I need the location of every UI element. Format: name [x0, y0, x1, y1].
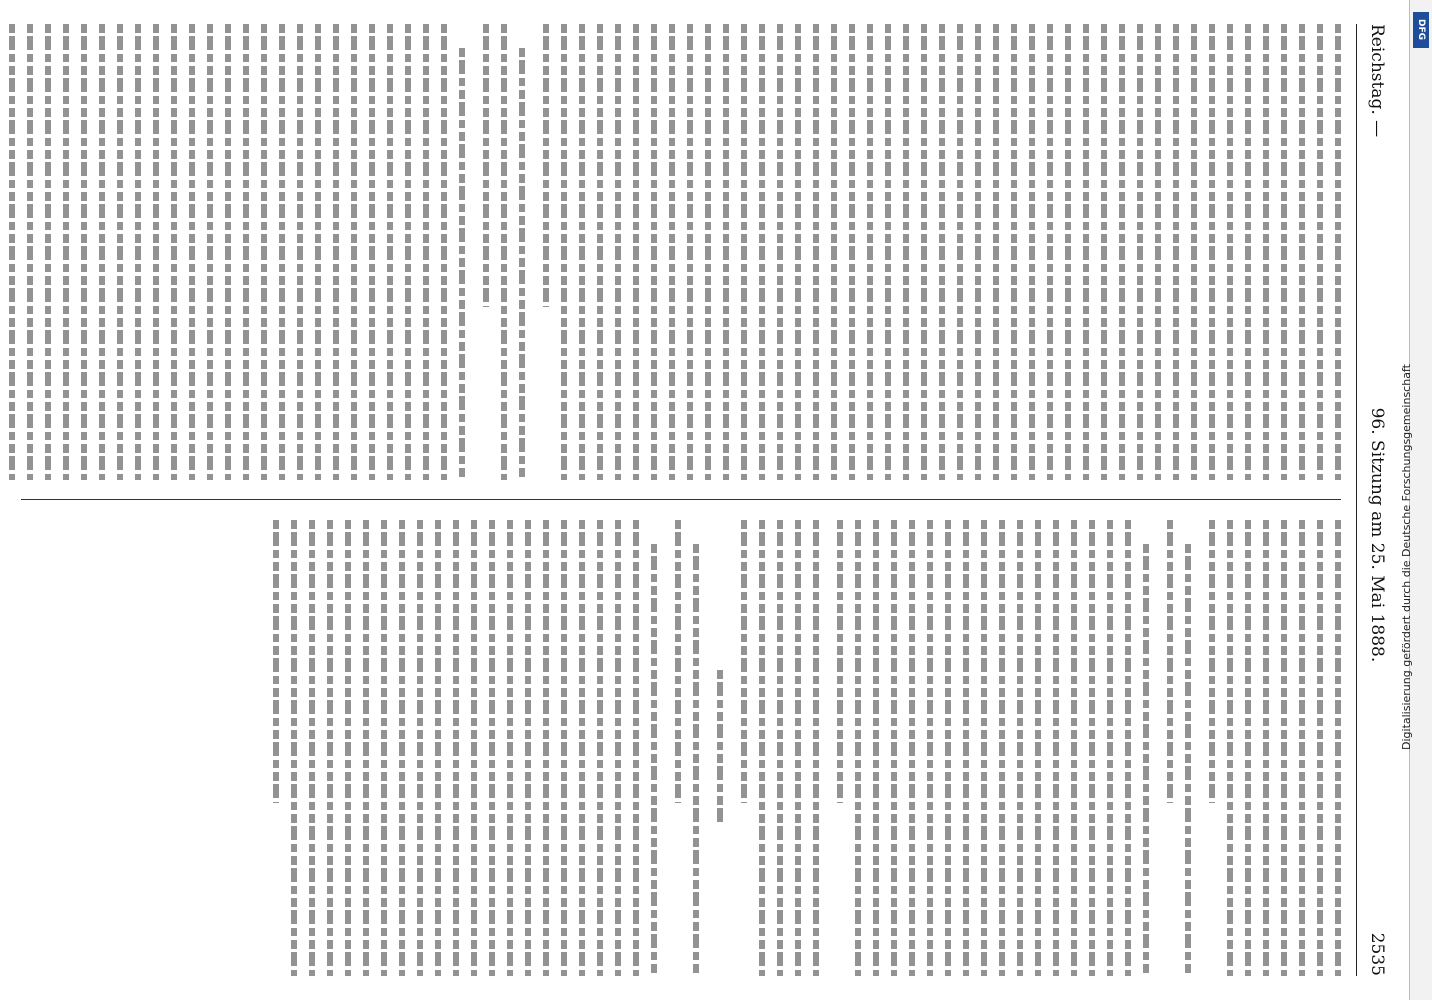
paragraph [273, 520, 657, 976]
running-header [1356, 24, 1387, 976]
paragraph [483, 24, 525, 480]
left-column [21, 24, 1341, 480]
column-rule [21, 499, 1341, 500]
header-page-number: 2535 [1367, 932, 1387, 976]
paragraph [837, 520, 1149, 976]
paragraph [675, 520, 699, 976]
header-center: 96. Sitzung am 25. Mai 1888. [1367, 407, 1387, 663]
dfg-credit-strip [1400, 0, 1432, 1000]
paragraph [0, 24, 465, 480]
dfg-credit-text: Digitalisierung gefördert durch die Deutsche Forschungsgemeinschaft [1400, 364, 1413, 750]
paragraph [1167, 520, 1191, 976]
right-column [21, 520, 1341, 976]
paragraph [717, 520, 723, 976]
paragraph [741, 520, 819, 976]
paragraph [543, 24, 1341, 480]
header-left: Reichstag. — [1367, 24, 1387, 138]
dfg-logo: DFG [1413, 12, 1429, 48]
paragraph [1209, 520, 1341, 976]
